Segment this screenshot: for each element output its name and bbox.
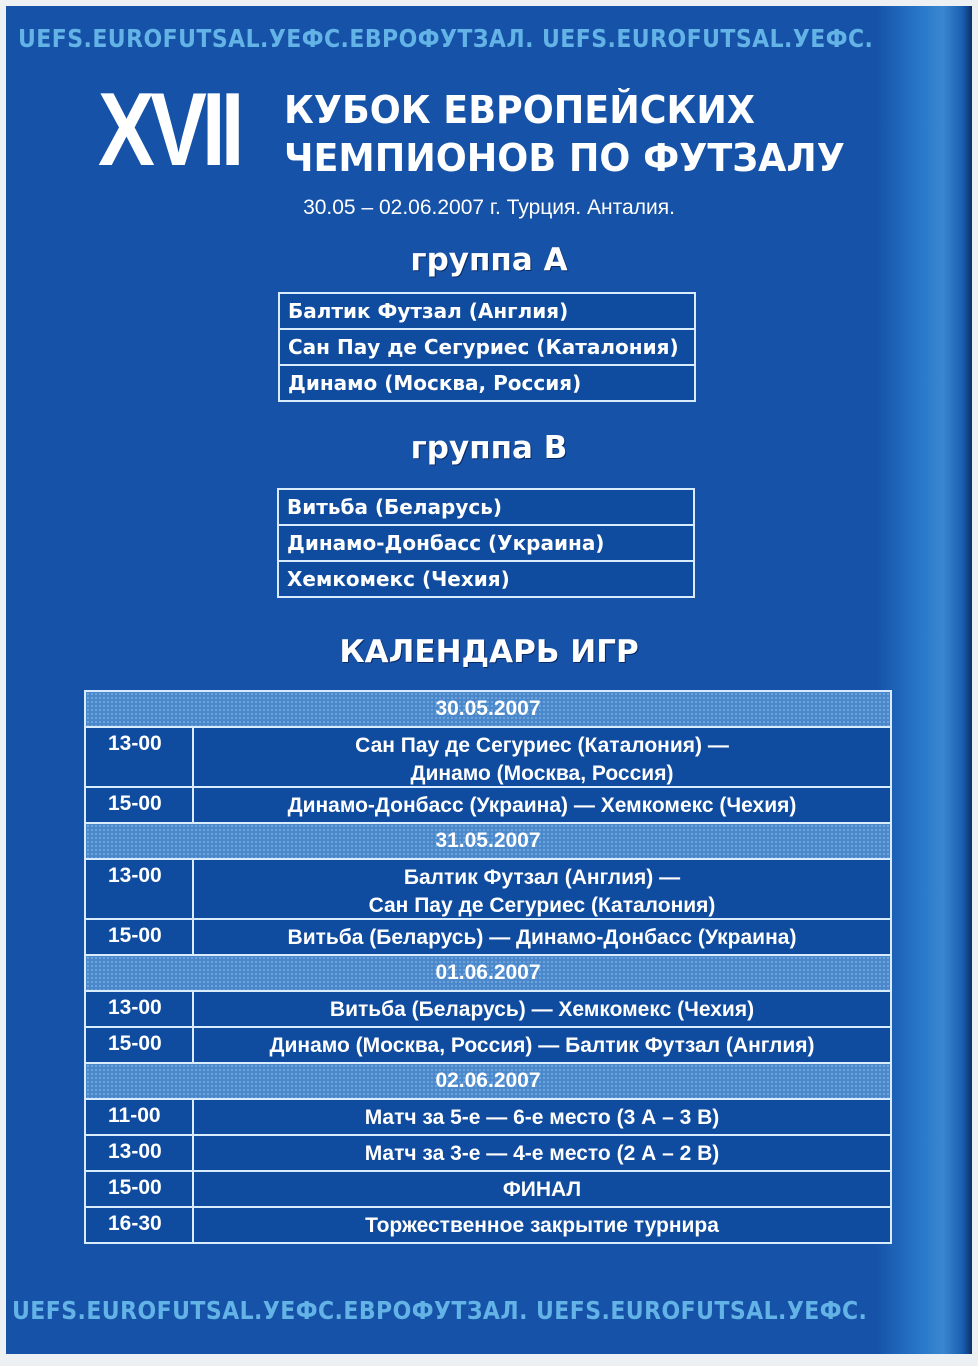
match-time: 13-00 — [86, 1136, 194, 1170]
match-time: 13-00 — [86, 728, 194, 786]
table-row — [86, 1028, 890, 1064]
match-line: Динамо (Москва, Россия) — [410, 762, 674, 785]
match-line: Балтик Футзал (Англия) — — [403, 866, 681, 889]
group-a-team: Балтик Футзал (Англия) — [280, 294, 694, 330]
page-title — [284, 86, 845, 182]
match-time: 13-00 — [86, 992, 194, 1026]
match-time: 16-30 — [86, 1208, 194, 1242]
table-row — [86, 992, 890, 1028]
match-teams: Витьба (Беларусь) — Динамо-Донбасс (Украина) — [287, 926, 797, 949]
match-time: 15-00 — [86, 1028, 194, 1062]
match-teams: Матч за 5-е — 6-е место (3 А – 3 В) — [364, 1106, 720, 1129]
calendar-title: КАЛЕНДАРЬ ИГР — [339, 634, 639, 670]
table-row — [86, 1208, 890, 1242]
match-teams: Матч за 3-е — 4-е место (2 А – 2 В) — [364, 1142, 720, 1165]
match-time: 11-00 — [86, 1100, 194, 1134]
match-line: Сан Пау де Сегуриес (Каталония) — [368, 894, 716, 917]
date-header: 02.06.2007 — [86, 1064, 890, 1100]
title-line-1: КУБОК ЕВРОПЕЙСКИХ — [284, 88, 755, 132]
match-teams: Динамо (Москва, Россия) — Балтик Футзал (Англия) — [269, 1034, 815, 1057]
match-teams — [194, 860, 890, 918]
match-teams: Торжественное закрытие турнира — [365, 1214, 719, 1237]
programme-page — [6, 6, 972, 1354]
table-row — [86, 1100, 890, 1136]
title-line-2: ЧЕМПИОНОВ ПО ФУТЗАЛУ — [284, 136, 845, 180]
date-header: 30.05.2007 — [86, 692, 890, 728]
group-a-team: Сан Пау де Сегуриес (Каталония) — [280, 330, 694, 366]
match-time: 13-00 — [86, 860, 194, 918]
date-header: 31.05.2007 — [86, 824, 890, 860]
table-row — [86, 920, 890, 956]
group-a-team: Динамо (Москва, Россия) — [288, 371, 582, 395]
edition-numeral: XVII — [98, 72, 240, 188]
match-time: 15-00 — [86, 920, 194, 954]
table-row — [86, 1136, 890, 1172]
match-time: 15-00 — [86, 788, 194, 822]
table-row — [86, 728, 890, 788]
table-row — [86, 788, 890, 824]
group-b-team: Витьба (Беларусь) — [279, 490, 693, 526]
group-b-table — [277, 488, 695, 598]
group-b-team: Динамо-Донбасс (Украина) — [279, 526, 693, 562]
table-row — [86, 1172, 890, 1208]
match-time: 15-00 — [86, 1172, 194, 1206]
group-b-team: Хемкомекс (Чехия) — [287, 567, 510, 591]
title-block — [98, 72, 918, 188]
match-line: Сан Пау де Сегуриес (Каталония) — — [355, 734, 729, 757]
date-header: 01.06.2007 — [86, 956, 890, 992]
match-teams: Витьба (Беларусь) — Хемкомекс (Чехия) — [329, 998, 755, 1021]
group-b-title: группа В — [410, 430, 568, 466]
ticker-top: UEFS.EUROFUTSAL.УЕФС.ЕВРОФУТЗАЛ. UEFS.EUROFUTSAL.УЕФС. — [18, 24, 874, 53]
match-teams — [194, 728, 890, 786]
group-a-table — [278, 292, 696, 402]
group-a-title: группа А — [410, 242, 568, 278]
match-teams: Динамо-Донбасс (Украина) — Хемкомекс (Чехия) — [287, 794, 797, 817]
table-row — [86, 860, 890, 920]
match-teams: ФИНАЛ — [502, 1178, 582, 1201]
event-dates-location: 30.05 – 02.06.2007 г. Турция. Анталия. — [303, 196, 675, 219]
ticker-bottom: UEFS.EUROFUTSAL.УЕФС.ЕВРОФУТЗАЛ. UEFS.EUROFUTSAL.УЕФС. — [12, 1296, 868, 1325]
schedule-table — [84, 690, 892, 1244]
